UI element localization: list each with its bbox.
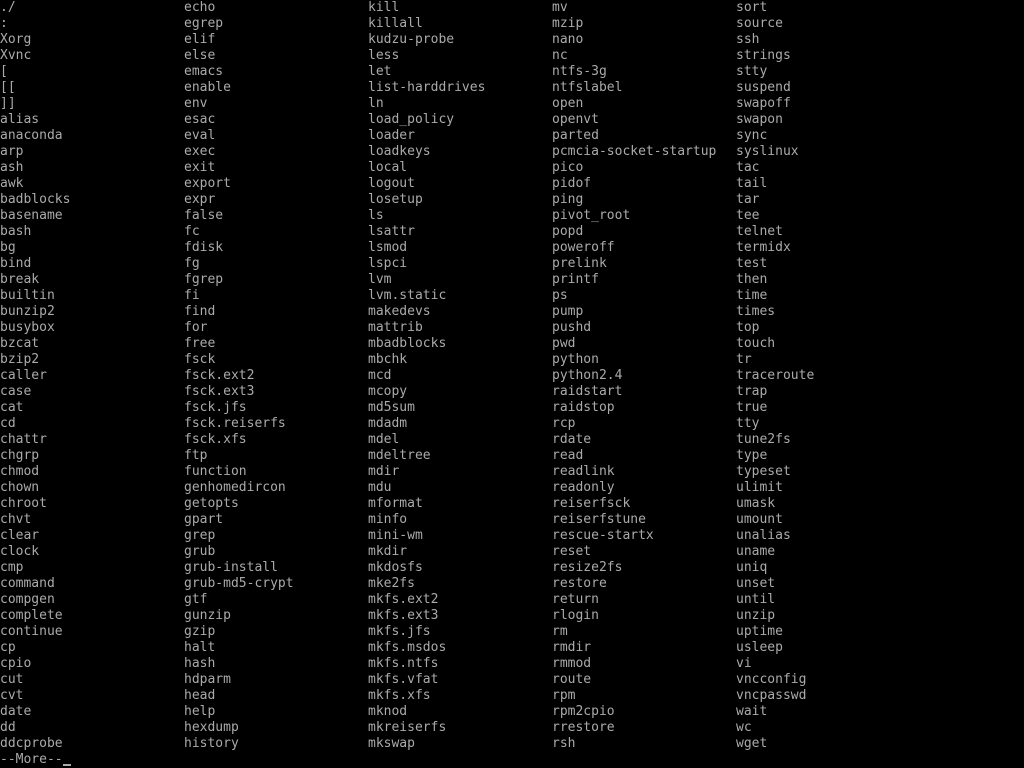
command-entry: env xyxy=(184,96,208,111)
command-entry: complete xyxy=(0,608,63,623)
command-entry: mkfs.ext2 xyxy=(368,592,439,607)
command-entry: load_policy xyxy=(368,112,455,127)
command-entry: ftp xyxy=(184,448,208,463)
command-entry: chmod xyxy=(0,464,40,479)
command-entry: openvt xyxy=(552,112,599,127)
command-entry: fc xyxy=(184,224,200,239)
command-entry: builtin xyxy=(0,288,55,303)
command-entry: fgrep xyxy=(184,272,224,287)
command-entry: head xyxy=(184,688,216,703)
command-entry: wait xyxy=(736,704,768,719)
command-entry: reiserfstune xyxy=(552,512,646,527)
command-entry: mbchk xyxy=(368,352,408,367)
command-entry: unset xyxy=(736,576,776,591)
command-entry: poweroff xyxy=(552,240,615,255)
command-entry: history xyxy=(184,736,239,751)
command-entry: rmdir xyxy=(552,640,592,655)
command-entry: gzip xyxy=(184,624,216,639)
command-entry: rm xyxy=(552,624,568,639)
command-entry: ulimit xyxy=(736,480,783,495)
more-prompt-text: --More-- xyxy=(0,752,63,767)
command-entry: ./ xyxy=(0,0,16,15)
command-entry: help xyxy=(184,704,216,719)
command-entry: tty xyxy=(736,416,760,431)
command-entry: arp xyxy=(0,144,24,159)
command-entry: hash xyxy=(184,656,216,671)
command-entry: chroot xyxy=(0,496,47,511)
command-entry: mkfs.xfs xyxy=(368,688,431,703)
command-entry: lvm xyxy=(368,272,392,287)
command-column-4 xyxy=(552,0,736,752)
command-entry: mbadblocks xyxy=(368,336,447,351)
command-entry: unalias xyxy=(736,528,791,543)
command-entry: strings xyxy=(736,48,791,63)
command-entry: restore xyxy=(552,576,607,591)
command-entry: clear xyxy=(0,528,40,543)
command-entry: mattrib xyxy=(368,320,423,335)
command-entry: mdir xyxy=(368,464,400,479)
command-entry: function xyxy=(184,464,247,479)
command-entry: getopts xyxy=(184,496,239,511)
command-entry: uniq xyxy=(736,560,768,575)
command-entry: local xyxy=(368,160,408,175)
command-entry: echo xyxy=(184,0,216,15)
command-entry: mdadm xyxy=(368,416,408,431)
command-entry: tee xyxy=(736,208,760,223)
command-entry: ntfslabel xyxy=(552,80,623,95)
command-entry: mkreiserfs xyxy=(368,720,447,735)
command-entry: true xyxy=(736,400,768,415)
command-entry: losetup xyxy=(368,192,423,207)
command-entry: mformat xyxy=(368,496,423,511)
command-entry: mdel xyxy=(368,432,400,447)
command-entry: unzip xyxy=(736,608,776,623)
command-entry: wc xyxy=(736,720,752,735)
command-entry: ls xyxy=(368,208,384,223)
command-entry: readonly xyxy=(552,480,615,495)
command-entry: grub-md5-crypt xyxy=(184,576,294,591)
command-entry: loader xyxy=(368,128,415,143)
command-entry: makedevs xyxy=(368,304,431,319)
command-entry: top xyxy=(736,320,760,335)
command-entry: expr xyxy=(184,192,216,207)
command-entry: sort xyxy=(736,0,768,15)
command-entry: rescue-startx xyxy=(552,528,654,543)
command-entry: usleep xyxy=(736,640,783,655)
command-entry: traceroute xyxy=(736,368,815,383)
command-entry: vi xyxy=(736,656,752,671)
text-cursor xyxy=(63,764,71,766)
command-entry: hdparm xyxy=(184,672,231,687)
command-entry: ddcprobe xyxy=(0,736,63,751)
command-entry: mdeltree xyxy=(368,448,431,463)
command-entry: : xyxy=(0,16,8,31)
command-entry: mknod xyxy=(368,704,408,719)
command-entry: rrestore xyxy=(552,720,615,735)
command-entry: time xyxy=(736,288,768,303)
command-entry: cut xyxy=(0,672,24,687)
command-entry: find xyxy=(184,304,216,319)
command-entry: lsattr xyxy=(368,224,415,239)
command-entry: hexdump xyxy=(184,720,239,735)
command-entry: pcmcia-socket-startup xyxy=(552,144,717,159)
command-entry: pidof xyxy=(552,176,592,191)
command-entry: ps xyxy=(552,288,568,303)
command-entry: termidx xyxy=(736,240,791,255)
command-entry: cat xyxy=(0,400,24,415)
command-entry: mkdir xyxy=(368,544,408,559)
command-entry: ntfs-3g xyxy=(552,64,607,79)
command-entry: readlink xyxy=(552,464,615,479)
command-entry: ln xyxy=(368,96,384,111)
command-entry: type xyxy=(736,448,768,463)
command-entry: mcd xyxy=(368,368,392,383)
command-entry: exec xyxy=(184,144,216,159)
command-entry: vncpasswd xyxy=(736,688,807,703)
command-entry: suspend xyxy=(736,80,791,95)
command-entry: pwd xyxy=(552,336,576,351)
command-entry: emacs xyxy=(184,64,224,79)
command-entry: break xyxy=(0,272,40,287)
command-entry: minfo xyxy=(368,512,408,527)
command-entry: chown xyxy=(0,480,40,495)
command-entry: umask xyxy=(736,496,776,511)
command-entry: continue xyxy=(0,624,63,639)
command-entry: nc xyxy=(552,48,568,63)
command-entry: resize2fs xyxy=(552,560,623,575)
command-entry: route xyxy=(552,672,592,687)
command-entry: halt xyxy=(184,640,216,655)
command-entry: fi xyxy=(184,288,200,303)
command-entry: rdate xyxy=(552,432,592,447)
command-entry: badblocks xyxy=(0,192,71,207)
command-entry: mkfs.ntfs xyxy=(368,656,439,671)
command-entry: lsmod xyxy=(368,240,408,255)
command-entry: bash xyxy=(0,224,32,239)
command-entry: [[ xyxy=(0,80,16,95)
command-entry: mcopy xyxy=(368,384,408,399)
command-entry: reset xyxy=(552,544,592,559)
command-entry: let xyxy=(368,64,392,79)
command-entry: uptime xyxy=(736,624,783,639)
command-entry: grep xyxy=(184,528,216,543)
command-entry: source xyxy=(736,16,783,31)
command-entry: bunzip2 xyxy=(0,304,55,319)
command-entry: mini-wm xyxy=(368,528,423,543)
command-entry: grub xyxy=(184,544,216,559)
command-entry: cmp xyxy=(0,560,24,575)
command-entry: md5sum xyxy=(368,400,415,415)
command-entry: fg xyxy=(184,256,200,271)
command-entry: chvt xyxy=(0,512,32,527)
command-entry: wget xyxy=(736,736,768,751)
command-entry: logout xyxy=(368,176,415,191)
command-entry: kill xyxy=(368,0,400,15)
command-entry: gtf xyxy=(184,592,208,607)
command-entry: ping xyxy=(552,192,584,207)
command-entry: mke2fs xyxy=(368,576,415,591)
command-entry: then xyxy=(736,272,768,287)
command-entry: vncconfig xyxy=(736,672,807,687)
command-entry: caller xyxy=(0,368,47,383)
command-entry: tar xyxy=(736,192,760,207)
command-entry: compgen xyxy=(0,592,55,607)
command-entry: telnet xyxy=(736,224,783,239)
command-entry: free xyxy=(184,336,216,351)
command-entry: bind xyxy=(0,256,32,271)
command-entry: python2.4 xyxy=(552,368,623,383)
command-entry: cp xyxy=(0,640,16,655)
command-entry: times xyxy=(736,304,776,319)
command-entry: uname xyxy=(736,544,776,559)
command-entry: for xyxy=(184,320,208,335)
command-entry: less xyxy=(368,48,400,63)
command-entry: fsck xyxy=(184,352,216,367)
command-entry: fsck.ext2 xyxy=(184,368,255,383)
command-entry: rcp xyxy=(552,416,576,431)
command-entry: list-harddrives xyxy=(368,80,486,95)
command-entry: pushd xyxy=(552,320,592,335)
command-entry: parted xyxy=(552,128,599,143)
command-entry: dd xyxy=(0,720,16,735)
command-entry: enable xyxy=(184,80,231,95)
command-entry: esac xyxy=(184,112,216,127)
command-entry: eval xyxy=(184,128,216,143)
command-entry: grub-install xyxy=(184,560,278,575)
command-entry: cvt xyxy=(0,688,24,703)
command-entry: mkfs.jfs xyxy=(368,624,431,639)
command-entry: reiserfsck xyxy=(552,496,631,511)
command-entry: umount xyxy=(736,512,783,527)
command-entry: pico xyxy=(552,160,584,175)
command-entry: cpio xyxy=(0,656,32,671)
command-entry: rsh xyxy=(552,736,576,751)
command-entry: elif xyxy=(184,32,216,47)
command-entry: Xvnc xyxy=(0,48,32,63)
command-entry: command xyxy=(0,576,55,591)
command-entry: basename xyxy=(0,208,63,223)
command-entry: Xorg xyxy=(0,32,32,47)
command-entry: lspci xyxy=(368,256,408,271)
command-entry: cd xyxy=(0,416,16,431)
command-entry: raidstop xyxy=(552,400,615,415)
command-entry: mv xyxy=(552,0,568,15)
command-entry: rpm2cpio xyxy=(552,704,615,719)
command-entry: open xyxy=(552,96,584,111)
command-entry: [ xyxy=(0,64,8,79)
command-entry: bg xyxy=(0,240,16,255)
command-entry: kudzu-probe xyxy=(368,32,455,47)
command-entry: bzcat xyxy=(0,336,40,351)
command-entry: mkswap xyxy=(368,736,415,751)
command-entry: egrep xyxy=(184,16,224,31)
command-entry: chattr xyxy=(0,432,47,447)
command-entry: python xyxy=(552,352,599,367)
command-entry: syslinux xyxy=(736,144,799,159)
command-entry: ssh xyxy=(736,32,760,47)
command-entry: chgrp xyxy=(0,448,40,463)
command-entry: awk xyxy=(0,176,24,191)
command-entry: printf xyxy=(552,272,599,287)
command-column-2 xyxy=(184,0,368,752)
command-entry: rlogin xyxy=(552,608,599,623)
command-column-1 xyxy=(0,0,184,752)
command-entry: ]] xyxy=(0,96,16,111)
command-entry: date xyxy=(0,704,32,719)
command-entry: return xyxy=(552,592,599,607)
command-entry: tac xyxy=(736,160,760,175)
command-entry: alias xyxy=(0,112,40,127)
command-entry: swapon xyxy=(736,112,783,127)
command-column-3 xyxy=(368,0,552,752)
command-entry: ash xyxy=(0,160,24,175)
command-entry: mkdosfs xyxy=(368,560,423,575)
command-entry: stty xyxy=(736,64,768,79)
command-entry: case xyxy=(0,384,32,399)
more-pager-prompt[interactable] xyxy=(0,752,71,768)
command-entry: anaconda xyxy=(0,128,63,143)
command-entry: fsck.reiserfs xyxy=(184,416,286,431)
command-entry: export xyxy=(184,176,231,191)
command-entry: mdu xyxy=(368,480,392,495)
command-entry: swapoff xyxy=(736,96,791,111)
command-entry: mzip xyxy=(552,16,584,31)
command-entry: mkfs.msdos xyxy=(368,640,447,655)
command-entry: touch xyxy=(736,336,776,351)
command-entry: loadkeys xyxy=(368,144,431,159)
command-entry: mkfs.vfat xyxy=(368,672,439,687)
command-entry: rpm xyxy=(552,688,576,703)
command-column-5 xyxy=(736,0,920,752)
command-entry: gpart xyxy=(184,512,224,527)
command-entry: popd xyxy=(552,224,584,239)
command-entry: read xyxy=(552,448,584,463)
command-entry: tune2fs xyxy=(736,432,791,447)
command-entry: else xyxy=(184,48,216,63)
command-entry: tr xyxy=(736,352,752,367)
command-entry: killall xyxy=(368,16,423,31)
command-entry: fsck.xfs xyxy=(184,432,247,447)
command-entry: bzip2 xyxy=(0,352,40,367)
command-entry: trap xyxy=(736,384,768,399)
command-entry: pivot_root xyxy=(552,208,631,223)
command-entry: mkfs.ext3 xyxy=(368,608,439,623)
command-entry: genhomedircon xyxy=(184,480,286,495)
command-entry: prelink xyxy=(552,256,607,271)
command-entry: raidstart xyxy=(552,384,623,399)
command-entry: exit xyxy=(184,160,216,175)
command-entry: fsck.jfs xyxy=(184,400,247,415)
command-entry: false xyxy=(184,208,224,223)
command-entry: gunzip xyxy=(184,608,231,623)
command-entry: nano xyxy=(552,32,584,47)
command-entry: clock xyxy=(0,544,40,559)
command-entry: until xyxy=(736,592,776,607)
command-entry: lvm.static xyxy=(368,288,447,303)
command-entry: tail xyxy=(736,176,768,191)
command-entry: busybox xyxy=(0,320,55,335)
command-entry: fsck.ext3 xyxy=(184,384,255,399)
command-entry: pump xyxy=(552,304,584,319)
command-entry: typeset xyxy=(736,464,791,479)
command-entry: fdisk xyxy=(184,240,224,255)
command-entry: rmmod xyxy=(552,656,592,671)
command-entry: sync xyxy=(736,128,768,143)
command-entry: test xyxy=(736,256,768,271)
